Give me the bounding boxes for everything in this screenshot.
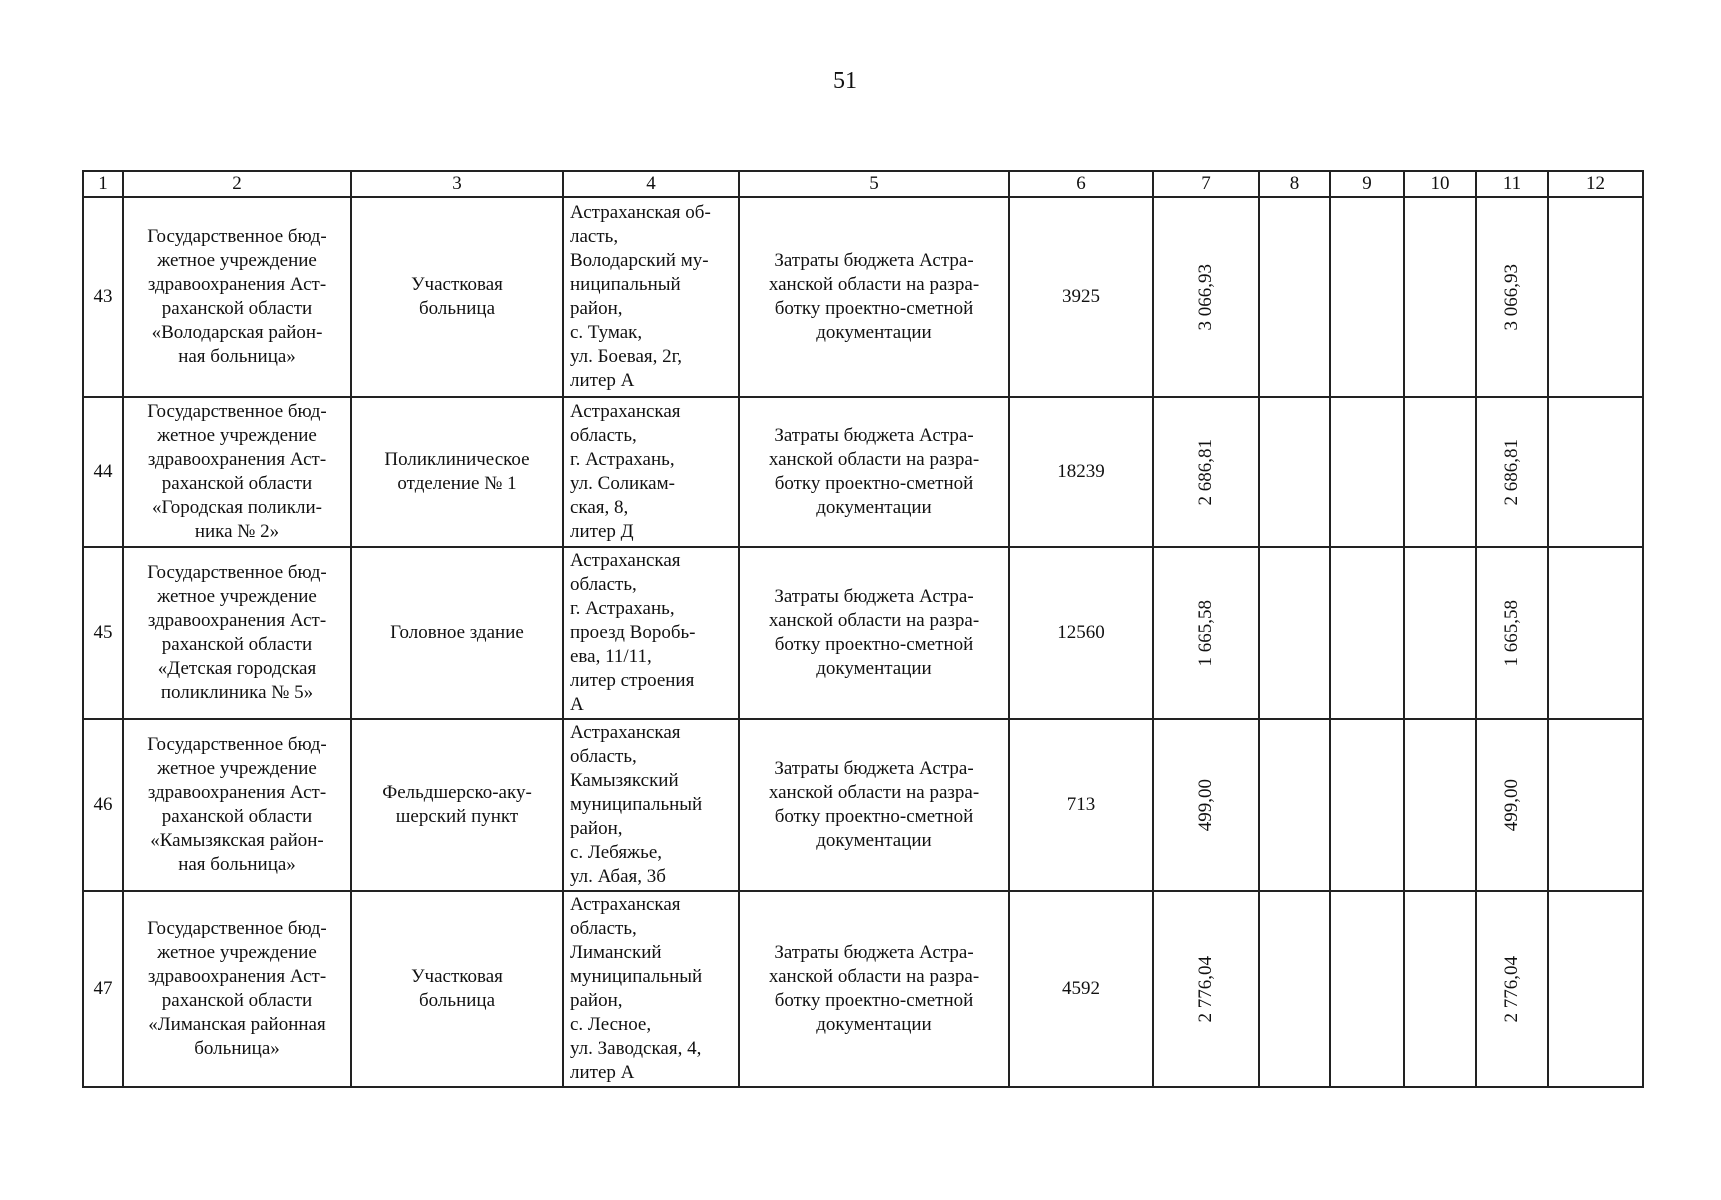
column-header-5: 5: [739, 171, 1009, 197]
row-number: 47: [83, 891, 123, 1087]
expense-purpose: Затраты бюджета Астра- ханской области на разра- ботку проектно-сметной документации: [739, 719, 1009, 891]
column-header-6: 6: [1009, 171, 1153, 197]
column-header-8: 8: [1259, 171, 1330, 197]
row-number: 46: [83, 719, 123, 891]
col10-cell: [1404, 397, 1476, 547]
institution-name: Государственное бюд- жетное учреждение здравоохранения Аст- раханской области «Камызякская район- ная больница»: [123, 719, 351, 891]
page-number: 51: [833, 68, 857, 94]
area-value: 713: [1009, 719, 1153, 891]
object-name: Фельдшерско-аку- шерский пункт: [351, 719, 563, 891]
col12-cell: [1548, 197, 1643, 397]
column-header-9: 9: [1330, 171, 1404, 197]
col10-cell: [1404, 197, 1476, 397]
object-address: Астраханская об- ласть, Володарский му- ниципальный район, с. Тумак, ул. Боевая, 2г, литер А: [563, 197, 739, 397]
col8-cell: [1259, 397, 1330, 547]
area-value: 12560: [1009, 547, 1153, 719]
col9-cell: [1330, 891, 1404, 1087]
object-address: Астраханская область, г. Астрахань, проезд Воробь- ева, 11/11, литер строения А: [563, 547, 739, 719]
col7-cell: [1153, 719, 1259, 891]
table-row: [83, 547, 1643, 719]
area-value: 3925: [1009, 197, 1153, 397]
col11-cell: [1476, 719, 1548, 891]
expense-purpose: Затраты бюджета Астра- ханской области на разра- ботку проектно-сметной документации: [739, 547, 1009, 719]
col7-cell: [1153, 197, 1259, 397]
expense-purpose: Затраты бюджета Астра- ханской области на разра- ботку проектно-сметной документации: [739, 891, 1009, 1087]
table-row: [83, 719, 1643, 891]
column-header-2: 2: [123, 171, 351, 197]
col12-cell: [1548, 397, 1643, 547]
institution-name: Государственное бюд- жетное учреждение здравоохранения Аст- раханской области «Детская городская поликлиника № 5»: [123, 547, 351, 719]
column-header-10: 10: [1404, 171, 1476, 197]
col11-amount: 1 665,58: [1501, 599, 1522, 667]
object-name: Участковая больница: [351, 891, 563, 1087]
header-row: [83, 171, 1643, 197]
table-row: [83, 891, 1643, 1087]
area-value: 4592: [1009, 891, 1153, 1087]
col12-cell: [1548, 547, 1643, 719]
institution-name: Государственное бюд- жетное учреждение здравоохранения Аст- раханской области «Лиманская районная больница»: [123, 891, 351, 1087]
column-header-11: 11: [1476, 171, 1548, 197]
object-address: Астраханская область, г. Астрахань, ул. Соликам- ская, 8, литер Д: [563, 397, 739, 547]
budget-table: [82, 170, 1644, 1088]
col7-cell: [1153, 547, 1259, 719]
object-address: Астраханская область, Камызякский муниципальный район, с. Лебяжье, ул. Абая, 3б: [563, 719, 739, 891]
table-row: [83, 397, 1643, 547]
row-number: 45: [83, 547, 123, 719]
col11-amount: 3 066,93: [1501, 263, 1522, 331]
col11-amount: 2 686,81: [1501, 438, 1522, 506]
col7-cell: [1153, 397, 1259, 547]
col11-cell: [1476, 547, 1548, 719]
col9-cell: [1330, 397, 1404, 547]
col8-cell: [1259, 197, 1330, 397]
table-row: [83, 197, 1643, 397]
col10-cell: [1404, 547, 1476, 719]
col12-cell: [1548, 719, 1643, 891]
col11-amount: 2 776,04: [1501, 955, 1522, 1023]
col11-amount: 499,00: [1501, 778, 1522, 832]
col7-amount: 2 686,81: [1195, 438, 1216, 506]
col11-cell: [1476, 891, 1548, 1087]
col8-cell: [1259, 547, 1330, 719]
column-header-1: 1: [83, 171, 123, 197]
institution-name: Государственное бюд- жетное учреждение здравоохранения Аст- раханской области «Володарская район- ная больница»: [123, 197, 351, 397]
col8-cell: [1259, 719, 1330, 891]
institution-name: Государственное бюд- жетное учреждение здравоохранения Аст- раханской области «Городская поликли- ника № 2»: [123, 397, 351, 547]
col7-amount: 1 665,58: [1195, 599, 1216, 667]
col7-amount: 3 066,93: [1195, 263, 1216, 331]
col11-cell: [1476, 397, 1548, 547]
row-number: 44: [83, 397, 123, 547]
col10-cell: [1404, 719, 1476, 891]
row-number: 43: [83, 197, 123, 397]
col9-cell: [1330, 197, 1404, 397]
object-address: Астраханская область, Лиманский муниципальный район, с. Лесное, ул. Заводская, 4, литер А: [563, 891, 739, 1087]
col7-amount: 2 776,04: [1195, 955, 1216, 1023]
column-header-7: 7: [1153, 171, 1259, 197]
object-name: Головное здание: [351, 547, 563, 719]
expense-purpose: Затраты бюджета Астра- ханской области на разра- ботку проектно-сметной документации: [739, 397, 1009, 547]
col9-cell: [1330, 547, 1404, 719]
col7-amount: 499,00: [1195, 778, 1216, 832]
col10-cell: [1404, 891, 1476, 1087]
col12-cell: [1548, 891, 1643, 1087]
column-header-4: 4: [563, 171, 739, 197]
col11-cell: [1476, 197, 1548, 397]
col8-cell: [1259, 891, 1330, 1087]
object-name: Участковая больница: [351, 197, 563, 397]
area-value: 18239: [1009, 397, 1153, 547]
column-header-12: 12: [1548, 171, 1643, 197]
expense-purpose: Затраты бюджета Астра- ханской области на разра- ботку проектно-сметной документации: [739, 197, 1009, 397]
column-header-3: 3: [351, 171, 563, 197]
col7-cell: [1153, 891, 1259, 1087]
col9-cell: [1330, 719, 1404, 891]
object-name: Поликлиническое отделение № 1: [351, 397, 563, 547]
